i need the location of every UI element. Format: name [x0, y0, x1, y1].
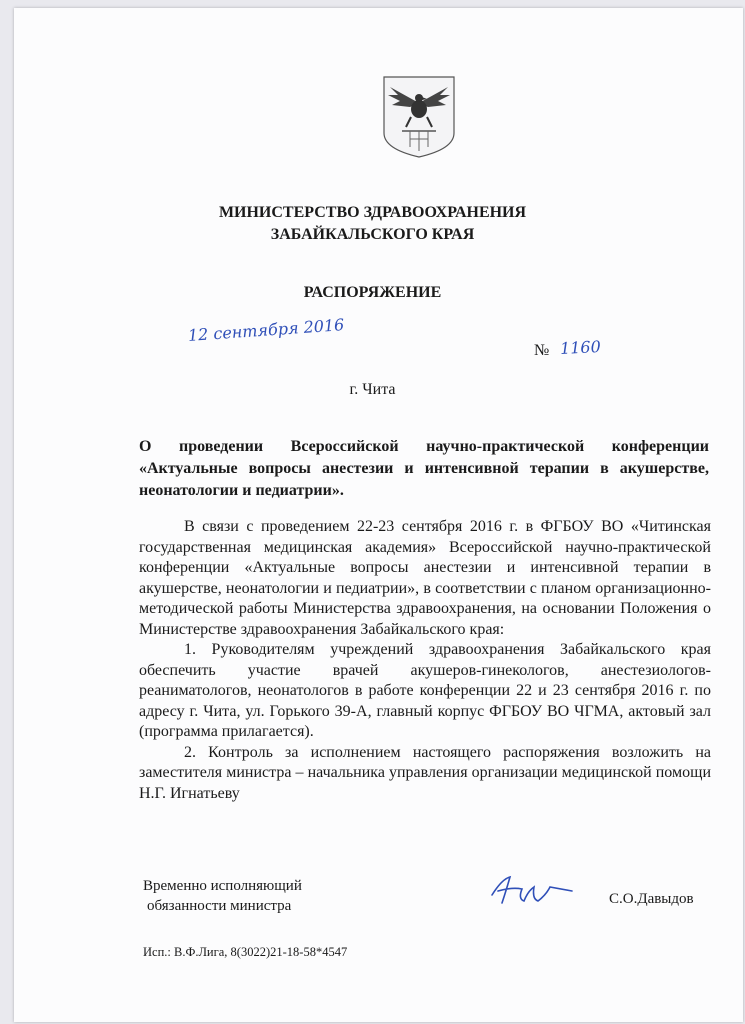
- order-item-2: 2. Контроль за исполнением настоящего распоряжения возложить на заместителя министра – начальника управления организации медицинской помощи Н.Г. Игнатьеву: [139, 743, 711, 802]
- eagle-coat-of-arms-icon: [376, 73, 462, 159]
- ministry-line-1: МИНИСТЕРСТВО ЗДРАВООХРАНЕНИЯ: [218, 204, 527, 221]
- signer-title-line-2: обязанности министра: [147, 898, 292, 914]
- document-subject: О проведении Всероссийской научно-практической конференции «Актуальные вопросы анестезии и интенсивной терапии в акушерстве, неонатологии и педиатрии».: [139, 438, 709, 499]
- document-body: [139, 517, 711, 804]
- ministry-line-2: ЗАБАЙКАЛЬСКОГО КРАЯ: [270, 226, 475, 243]
- document-page: [14, 8, 743, 1022]
- signer-name: С.О.Давыдов: [609, 891, 694, 907]
- city: г. Чита: [349, 381, 396, 398]
- number-label: №: [534, 342, 550, 359]
- order-item-1: 1. Руководителям учреждений здравоохранения Забайкальского края обеспечить участие врачей акушеров-гинекологов, анестезиологов-реаниматологов, неонатологов в работе конференции 22 и 23 сентября 2016 г. по адресу г. Чита, ул. Горького 39-А, главный корпус ФГБОУ ВО ЧГМА, актовый зал (программа прилагается).: [139, 641, 711, 740]
- handwritten-signature: [488, 873, 574, 909]
- handwritten-number: 1160: [559, 336, 602, 359]
- document-type: РАСПОРЯЖЕНИЕ: [303, 284, 442, 301]
- ministry-title: [0, 202, 745, 246]
- executor-contact: Исп.: В.Ф.Лига, 8(3022)21-18-58*4547: [143, 945, 348, 959]
- signer-position: [143, 876, 302, 916]
- preamble-paragraph: В связи с проведением 22-23 сентября 2016 г. в ФГБОУ ВО «Читинская государственная медицинская академия» Всероссийской научно-практической конференции «Актуальные вопросы анестезии и интенсивной терапии в акушерстве, неонатологии и педиатрии», в соответствии с планом организационно-методической работы Министерства здравоохранения, на основании Положения о Министерстве здравоохранения Забайкальского края:: [139, 518, 711, 638]
- signer-title-line-1: Временно исполняющий: [143, 878, 302, 894]
- handwritten-date: 12 сентября 2016: [187, 315, 345, 345]
